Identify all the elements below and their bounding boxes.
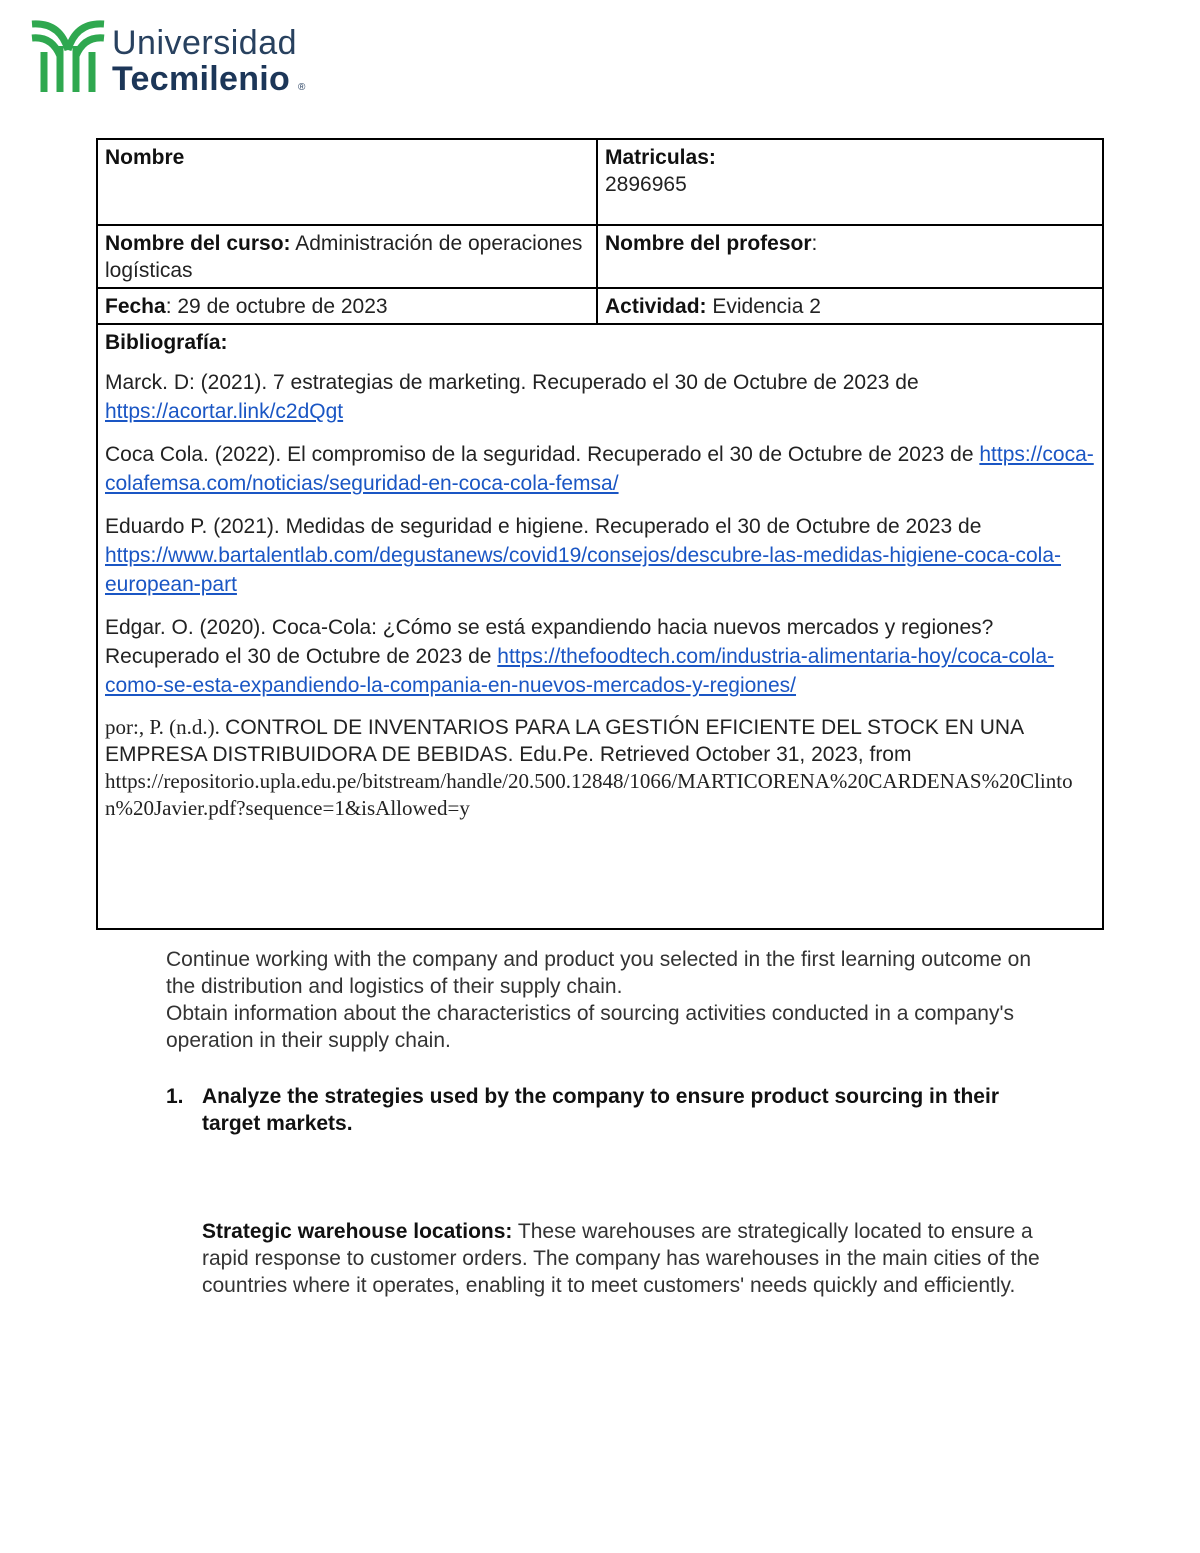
strategy-label: Strategic warehouse locations: xyxy=(202,1220,513,1243)
reference-1-link[interactable]: https://acortar.link/c2dQgt xyxy=(105,400,344,423)
reference-1-text: Marck. D: (2021). 7 estrategias de marketing. Recuperado el 30 de Octubre de 2023 de xyxy=(105,371,919,394)
matriculas-cell xyxy=(597,139,1103,225)
date-value: : 29 de octubre de 2023 xyxy=(165,295,388,318)
reference-5 xyxy=(105,714,1095,822)
strategy-paragraph xyxy=(202,1218,1042,1299)
question-1 xyxy=(166,1083,1046,1137)
bibliography-cell xyxy=(97,324,1103,929)
logo-text-tecmilenio: Tecmilenio xyxy=(112,60,291,98)
reference-3 xyxy=(105,512,1095,599)
reference-1 xyxy=(105,368,1095,426)
reference-4 xyxy=(105,613,1095,700)
reference-5-prefix: por:, P. (n.d.). xyxy=(105,715,226,739)
reference-3-link[interactable]: https://www.bartalentlab.com/degustanews/covid19/consejos/descubre-las-medidas-higiene-coca-cola-european-part xyxy=(105,544,1061,596)
reference-5-url: https://repositorio.upla.edu.pe/bitstream/handle/20.500.12848/1066/MARTICORENA%20CARDENAS%20Clinton%20Javier.pdf?sequence=1&isAllowed=y xyxy=(105,769,1073,820)
reference-3-text: Eduardo P. (2021). Medidas de seguridad e higiene. Recuperado el 30 de Octubre de 2023 de xyxy=(105,515,982,538)
professor-label: Nombre del profesor xyxy=(605,232,812,255)
professor-value: : xyxy=(811,232,818,255)
instructions-paragraph-1: Continue working with the company and product you selected in the first learning outcome on the distribution and logistics of their supply chain. xyxy=(166,948,1031,998)
course-label: Nombre del curso: xyxy=(105,232,291,255)
question-1-number: 1. xyxy=(166,1085,184,1108)
course-value: Administración de operaciones logísticas xyxy=(105,232,583,282)
name-label: Nombre xyxy=(105,146,185,169)
matriculas-value: 2896965 xyxy=(605,173,687,196)
tecmilenio-logo-icon xyxy=(30,16,106,94)
bibliography-title: Bibliografía: xyxy=(105,331,228,354)
reference-2-text: Coca Cola. (2022). El compromiso de la seguridad. Recuperado el 30 de Octubre de 2023 de xyxy=(105,443,980,466)
professor-cell xyxy=(597,225,1103,288)
strategy-text: These warehouses are strategically located to ensure a rapid response to customer orders. The company has warehouses in the main cities of the countries where it operates, enabling it to meet customers' needs quickly and efficiently. xyxy=(202,1220,1040,1297)
course-cell xyxy=(97,225,597,288)
activity-label: Actividad: xyxy=(605,295,707,318)
date-label: Fecha xyxy=(105,295,166,318)
reference-2 xyxy=(105,440,1095,498)
student-info-table xyxy=(96,138,1104,930)
question-1-text: Analyze the strategies used by the company to ensure product sourcing in their target markets. xyxy=(202,1085,999,1135)
activity-value: Evidencia 2 xyxy=(706,295,821,318)
university-logo xyxy=(30,16,320,96)
instructions-paragraph-2: Obtain information about the characteristics of sourcing activities conducted in a company's operation in their supply chain. xyxy=(166,1002,1014,1052)
logo-registered-mark: ® xyxy=(298,82,306,93)
logo-text-universidad: Universidad xyxy=(112,24,298,62)
reference-2-link[interactable]: https://coca-colafemsa.com/noticias/seguridad-en-coca-cola-femsa/ xyxy=(105,443,1094,495)
reference-4-link[interactable]: https://thefoodtech.com/industria-alimentaria-hoy/coca-cola-como-se-esta-expandiendo-la-compania-en-nuevos-mercados-y-regiones/ xyxy=(105,645,1055,697)
reference-5-text: CONTROL DE INVENTARIOS PARA LA GESTIÓN EFICIENTE DEL STOCK EN UNA EMPRESA DISTRIBUIDORA DE BEBIDAS. Edu.Pe. Retrieved October 31, 2023, from xyxy=(105,716,1023,766)
activity-cell xyxy=(597,288,1103,324)
instructions xyxy=(166,946,1046,1054)
reference-4-text: Edgar. O. (2020). Coca-Cola: ¿Cómo se está expandiendo hacia nuevos mercados y regiones? Recuperado el 30 de Octubre de 2023 de xyxy=(105,616,994,668)
date-cell xyxy=(97,288,597,324)
matriculas-label: Matriculas: xyxy=(605,146,716,169)
name-cell xyxy=(97,139,597,225)
